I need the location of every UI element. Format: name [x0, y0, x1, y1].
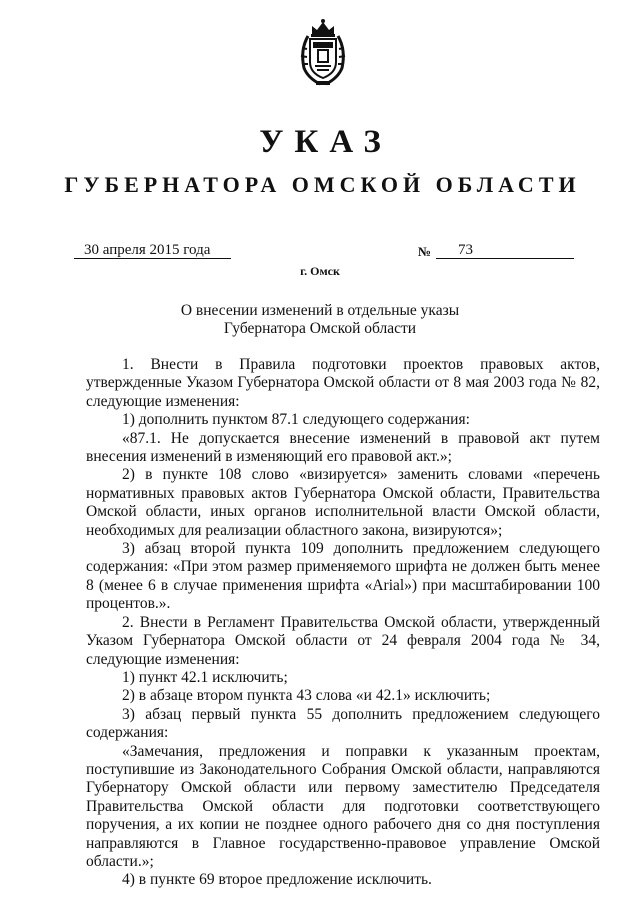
- body-paragraph: 1) дополнить пунктом 87.1 следующего содержания:: [122, 411, 470, 429]
- issuer-title: ГУБЕРНАТОРА ОМСКОЙ ОБЛАСТИ: [64, 172, 581, 197]
- document-type-title: УКАЗ: [259, 124, 392, 160]
- body-paragraph: «87.1. Не допускается внесение изменений в правовой акт путем внесения изменений в изменяющий его правовой акт.»;: [86, 429, 600, 466]
- subject-line: О внесении изменений в отдельные указы: [180, 302, 460, 319]
- body-paragraph: 1. Внести в Правила подготовки проектов правовых актов, утвержденные Указом Губернатора Омской области от 8 мая 2003 года № 82, следующие изменения:: [86, 356, 600, 410]
- subject-line: Губернатора Омской области: [223, 320, 417, 337]
- document-body: [86, 356, 600, 890]
- body-paragraph: 4) в пункте 69 второе предложение исключить.: [122, 871, 432, 889]
- document-subject: [0, 302, 640, 338]
- body-paragraph: 2. Внести в Регламент Правительства Омской области, утвержденный Указом Губернатора Омской области от 24 февраля 2004 года № 34, следующие изменения:: [86, 613, 600, 668]
- body-paragraph: 2) в пункте 108 слово «визируется» заменить словами «перечень нормативных правовых актов Губернатора Омской области, Правительства Омской области, иных органов исполнительной власти Омской области, необходимых для реализации областного закона, визируются»;: [86, 466, 600, 539]
- body-paragraph: 1) пункт 42.1 исключить;: [122, 668, 288, 686]
- document-number: 73: [436, 242, 574, 259]
- body-paragraph: 3) абзац первый пункта 55 дополнить предложением следующего содержания:: [86, 705, 600, 742]
- omsk-coat-of-arms-icon: [298, 18, 348, 88]
- body-paragraph: 2) в абзаце втором пункта 43 слова «и 42.1» исключить;: [122, 687, 491, 705]
- number-label: №: [418, 244, 432, 259]
- body-paragraph: «Замечания, предложения и поправки к указанным проектам, поступившие из Законодательного Собрания Омской области, направляются Губернатору Омской области или первому заместителю Председателя Правительства Омской области для подготовки соответствующего поручения, а их копии не позднее одного рабочего дня со дня поступления направляются в Главное государственно-правовое управление Омской области.»;: [86, 742, 600, 870]
- body-paragraph: 3) абзац второй пункта 109 дополнить предложением следующего содержания: «При этом размер применяемого шрифта не должен быть менее 8 (менее 6 в случае применения шрифта «Arial») при масштабировании 100 процентов.».: [86, 540, 600, 613]
- city-label: г. Омск: [300, 264, 340, 278]
- document-date: 30 апреля 2015 года: [74, 242, 231, 259]
